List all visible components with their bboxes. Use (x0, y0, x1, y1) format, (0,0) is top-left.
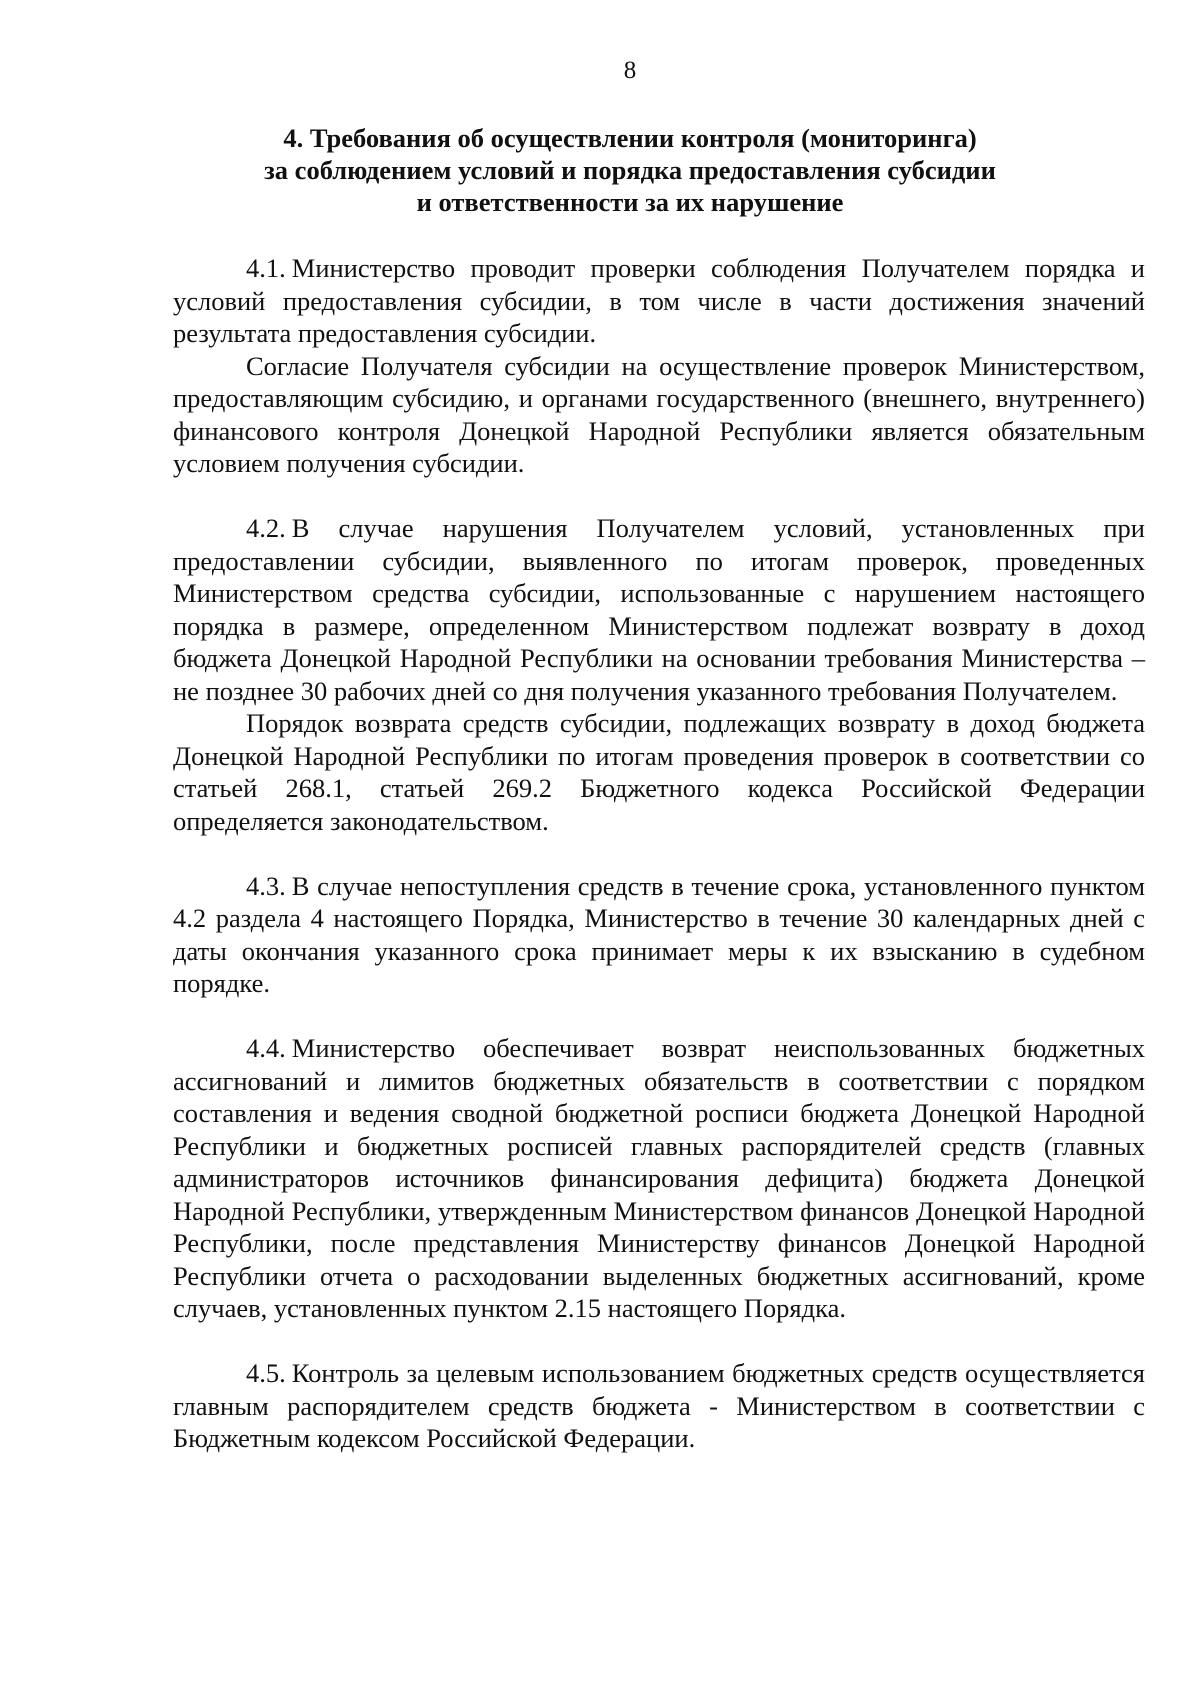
clause-4-5 (173, 1357, 1145, 1455)
clause-4-2 (173, 512, 1145, 837)
clause-4-4 (173, 1032, 1145, 1325)
paragraph-text: Министерство обеспечивает возврат неиспользованных бюджетных ассигнований и лимитов бюджетных обязательств в соответствии с порядком составления и ведения сводной бюджетной росписи бюджета Донецкой Народной Республики и бюджетных росписей главных распорядителей средств (главных администраторов источников финансирования дефицита) бюджета Донецкой Народной Республики, утвержденным Министерством финансов Донецкой Народной Республики, после представления Министерству финансов Донецкой Народной Республики отчета о расходовании выделенных бюджетных ассигнований, кроме случаев, установленных пунктом 2.15 настоящего Порядка. (173, 1033, 1145, 1323)
paragraph (173, 1357, 1145, 1455)
paragraph-text: Контроль за целевым использованием бюджетных средств осуществляется главным распорядителем средств бюджета - Министерством в соответствии с Бюджетным кодексом Российской Федерации. (173, 1358, 1145, 1453)
page-number: 8 (623, 57, 637, 84)
section-title-line: за соблюдением условий и порядка предоставления субсидии (264, 155, 996, 185)
body-text (173, 252, 1145, 1455)
paragraph-text: Министерство проводит проверки соблюдения Получателем порядка и условий предоставления субсидии, в том числе в части достижения значений результата предоставления субсидии. (173, 253, 1145, 348)
section-title-line: 4. Требования об осуществлении контроля (мониторинга) (283, 123, 977, 153)
section-title-line: и ответственности за их нарушение (416, 187, 844, 217)
clause-number: 4.1. (246, 253, 286, 283)
clause-4-1 (173, 252, 1145, 480)
section-title (0, 122, 1200, 218)
clause-number: 4.3. (246, 870, 286, 901)
clause-number: 4.5. (246, 1358, 286, 1388)
paragraph (173, 870, 1145, 1000)
paragraph-continuation: Согласие Получателя субсидии на осуществление проверок Министерством, предоставляющим субсидию, и органами государственного (внешнего, внутреннего) финансового контроля Донецкой Народной Республики является обязательным условием получения субсидии. (173, 350, 1145, 478)
paragraph (173, 252, 1145, 350)
paragraph-text: В случае нарушения Получателем условий, установленных при предоставлении субсидии, выявленного по итогам проверок, проведенных Министерством средства субсидии, использованные с нарушением настоящего порядка в размере, определенном Министерством подлежат возврату в доход бюджета Донецкой Народной Республики на основании требования Министерства – не позднее 30 рабочих дней со дня получения указанного требования Получателем. (173, 513, 1145, 706)
paragraph-continuation: Порядок возврата средств субсидии, подлежащих возврату в доход бюджета Донецкой Народной Республики по итогам проведения проверок в соответствии со статьей 268.1, статьей 269.2 Бюджетного кодекса Российской Федерации определяется законодательством. (173, 708, 1145, 836)
paragraph (173, 512, 1145, 707)
paragraph-text: В случае непоступления средств в течение срока, установленного пунктом 4.2 раздела 4 настоящего Порядка, Министерство в течение 30 календарных дней с даты окончания указанного срока принимает меры к их взысканию в судебном порядке. (173, 870, 1145, 998)
clause-number: 4.4. (246, 1033, 286, 1063)
clause-4-3 (173, 870, 1145, 1000)
paragraph (173, 1032, 1145, 1325)
clause-number: 4.2. (246, 513, 286, 543)
